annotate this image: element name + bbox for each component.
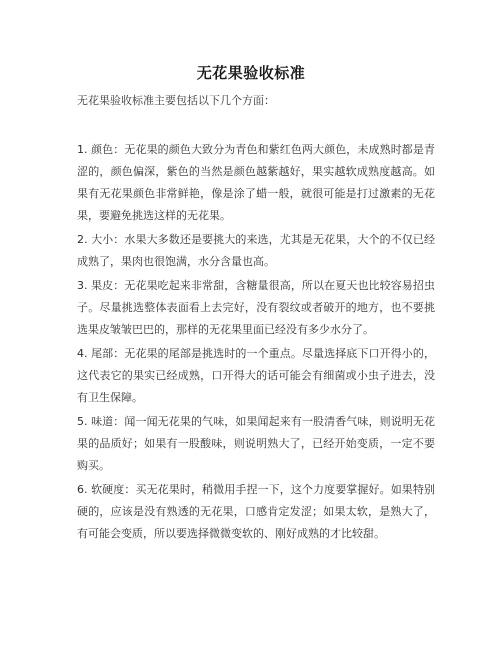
paragraph-color: 1. 颜色：无花果的颜色大致分为青色和紫红色两大颜色，未成熟时都是青涩的，颜色偏深，紫色的当然是颜色越紫越好，果实越软成熟度越高。如果有无花果颜色非常鲜艳，像是涂了蜡一般，就很可能是打过激素的无花果，要避免挑选这样的无花果。 xyxy=(77,143,435,222)
paragraph-skin: 3. 果皮：无花果吃起来非常甜，含糖量很高，所以在夏天也比较容易招虫子。尽量挑选整体表面看上去完好，没有裂纹或者破开的地方，也不要挑选果皮皱皱巴巴的，那样的无花果里面已经没有多少水分了。 xyxy=(77,279,435,336)
paragraph-smell: 5. 味道：闻一闻无花果的气味，如果闻起来有一股清香气味，则说明无花果的品质好；如果有一股酸味，则说明熟大了，已经开始变质，一定不要购买。 xyxy=(77,415,435,472)
paragraph-size: 2. 大小：水果大多数还是要挑大的来选，尤其是无花果，大个的不仅已经成熟了，果肉也很饱满，水分含量也高。 xyxy=(77,233,435,268)
document-body xyxy=(77,139,435,547)
paragraph-tail: 4. 尾部：无花果的尾部是挑选时的一个重点。尽量选择底下口开得小的，这代表它的果实已经成熟，口开得大的话可能会有细菌或小虫子进去，没有卫生保障。 xyxy=(77,347,435,404)
document-title: 无花果验收标准 xyxy=(196,64,306,82)
paragraph-firmness: 6. 软硬度：买无花果时，稍微用手捏一下，这个力度要掌握好。如果特别硬的，应该是没有熟透的无花果，口感肯定发涩；如果太软，是熟大了，有可能会变质，所以要选择微微变软的、刚好成熟的才比较甜。 xyxy=(77,483,435,540)
intro-text: 无花果验收标准主要包括以下几个方面： xyxy=(77,94,275,107)
